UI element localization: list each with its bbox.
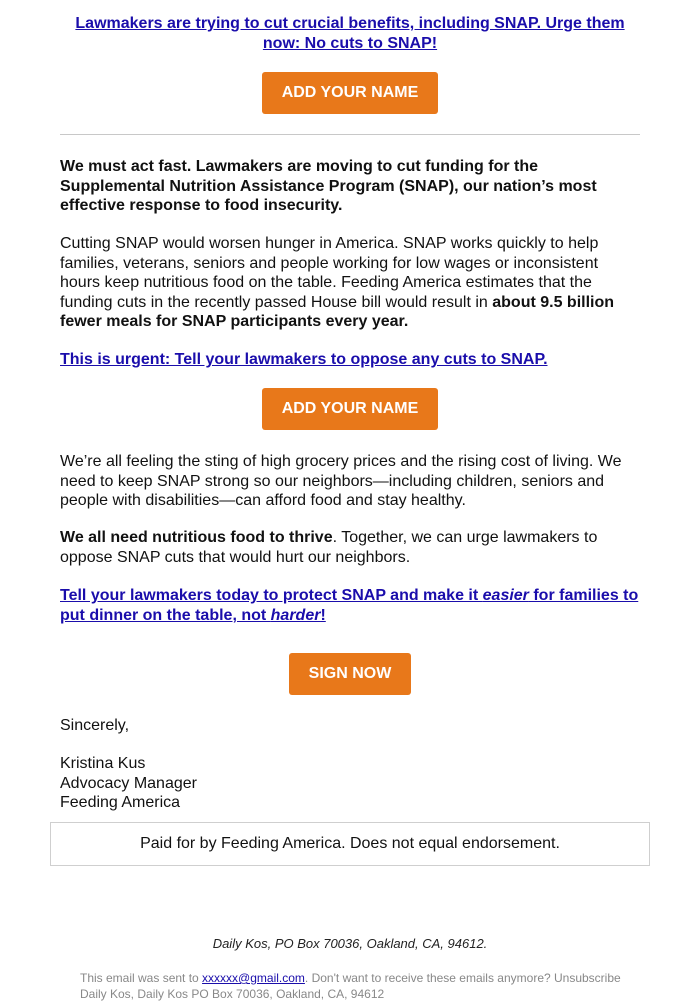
- urgent-paragraph: [60, 350, 640, 370]
- recipient-email-link[interactable]: xxxxxx@gmail.com: [202, 971, 305, 985]
- add-your-name-button-2[interactable]: ADD YOUR NAME: [262, 388, 438, 430]
- urgent-link[interactable]: This is urgent: Tell your lawmakers to oppose any cuts to SNAP.: [60, 351, 548, 368]
- protect-snap-link-part-2: for families to put dinner on the table, not: [60, 587, 639, 624]
- sign-now-button[interactable]: SIGN NOW: [289, 653, 411, 695]
- sent-prefix: This email was sent to: [80, 971, 203, 985]
- signer-org: Feeding America: [60, 794, 181, 811]
- protect-snap-link-easier: easier: [482, 587, 529, 604]
- intro-paragraph: We must act fast. Lawmakers are moving to cut funding for the Supplemental Nutrition Assistance Program (SNAP), our nation’s most effective response to food insecurity.: [60, 158, 597, 214]
- protect-snap-paragraph: [60, 586, 650, 625]
- thrive-bold: We all need nutritious food to thrive: [60, 529, 333, 546]
- meals-stat: about 9.5 billion fewer meals for SNAP participants every year.: [60, 293, 615, 330]
- thrive-text: . Together, we can urge lawmakers to oppose SNAP cuts that would hurt our neighbors.: [60, 529, 598, 566]
- protect-snap-link[interactable]: [60, 587, 638, 624]
- divider: [60, 134, 640, 135]
- footer-notice-line-2: Daily Kos, Daily Kos PO Box 70036, Oakland, CA, 94612: [80, 987, 385, 1001]
- footer-notice-line-1: [80, 970, 680, 986]
- footer-notice: [80, 970, 680, 1002]
- unsubscribe-text[interactable]: . Don't want to receive these emails anymore? Unsubscribe: [304, 971, 621, 985]
- paid-for-disclaimer: Paid for by Feeding America. Does not equal endorsement.: [50, 822, 650, 866]
- top-petition-link[interactable]: Lawmakers are trying to cut crucial benefits, including SNAP. Urge them now: No cuts to SNAP!: [75, 15, 625, 52]
- signer-title: Advocacy Manager: [60, 774, 197, 792]
- grocery-paragraph: We’re all feeling the sting of high grocery prices and the rising cost of living. We need to keep SNAP strong so our neighbors—including children, seniors and people with disabilities—can afford food and stay healthy.: [60, 453, 622, 509]
- signer-name: Kristina Kus: [60, 755, 146, 772]
- snap-paragraph-text: Cutting SNAP would worsen hunger in America. SNAP works quickly to help families, veterans, seniors and people working for low wages or inconsistent hours keep nutritious food on the table. Feeding America estimates that the funding cuts in the recently passed House bill would result in: [60, 235, 599, 311]
- footer-address: Daily Kos, PO Box 70036, Oakland, CA, 94612.: [212, 936, 488, 951]
- add-your-name-button-1[interactable]: ADD YOUR NAME: [262, 72, 438, 114]
- closing: Sincerely,: [60, 717, 130, 734]
- thrive-paragraph: [60, 528, 640, 567]
- top-petition-link-container: [60, 14, 640, 54]
- protect-snap-link-part-3: !: [320, 606, 326, 624]
- protect-snap-link-part-1: Tell your lawmakers today to protect SNAP and make it: [60, 587, 483, 604]
- protect-snap-link-harder: harder: [270, 606, 321, 624]
- signature-block: [60, 754, 197, 813]
- snap-paragraph: [60, 234, 640, 332]
